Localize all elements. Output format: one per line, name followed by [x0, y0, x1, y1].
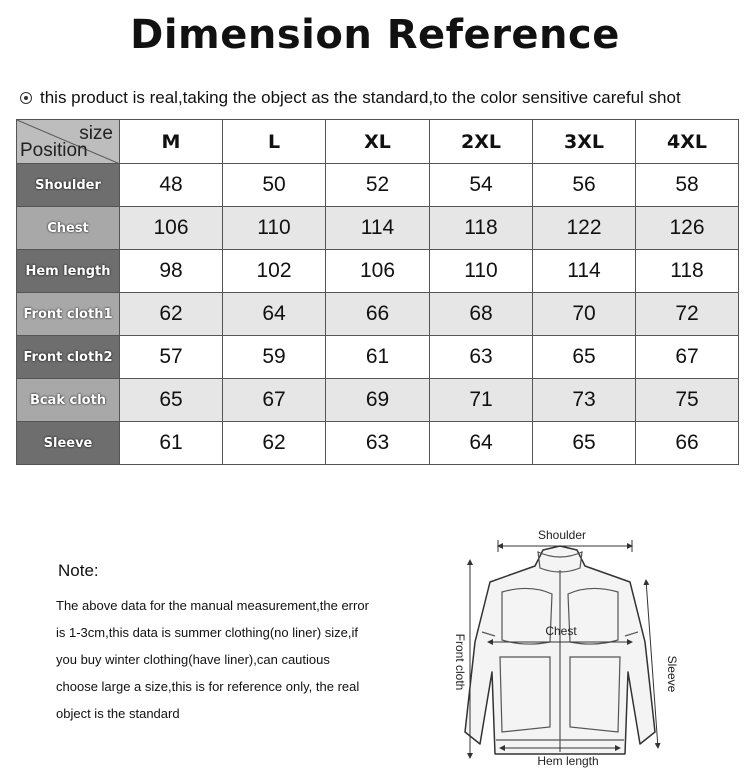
table-row [17, 250, 739, 293]
cell: 114 [533, 250, 636, 293]
cell: 98 [120, 250, 223, 293]
cell: 61 [120, 422, 223, 465]
cell: 56 [533, 164, 636, 207]
cell: 58 [636, 164, 739, 207]
col-header-l: L [223, 120, 326, 164]
subtitle-note [20, 88, 681, 108]
cell: 65 [533, 336, 636, 379]
cell: 69 [326, 379, 430, 422]
cell: 59 [223, 336, 326, 379]
note-body [56, 592, 396, 727]
chest-label: Chest [545, 624, 577, 638]
sleeve-label: Sleeve [665, 655, 679, 693]
cell: 64 [430, 422, 533, 465]
cell: 66 [636, 422, 739, 465]
table-row [17, 293, 739, 336]
cell: 61 [326, 336, 430, 379]
note-line: you buy winter clothing(have liner),can cautious [56, 652, 330, 667]
cell: 71 [430, 379, 533, 422]
cell: 122 [533, 207, 636, 250]
note-line: choose large a size,this is for reference only, the real [56, 679, 360, 694]
cell: 64 [223, 293, 326, 336]
size-table [16, 119, 739, 465]
cell: 65 [120, 379, 223, 422]
cell: 70 [533, 293, 636, 336]
cell: 72 [636, 293, 739, 336]
cell: 75 [636, 379, 739, 422]
front-cloth-label: Front cloth [453, 633, 467, 691]
corner-size-label: size [79, 123, 113, 144]
cell: 67 [223, 379, 326, 422]
table-row [17, 164, 739, 207]
page-title: Dimension Reference [130, 12, 620, 58]
hem-length-label: Hem length [537, 754, 599, 768]
row-label-front-cloth1: Front cloth1 [17, 293, 120, 336]
note-title: Note: [58, 561, 99, 580]
cell: 73 [533, 379, 636, 422]
cell: 106 [120, 207, 223, 250]
cell: 126 [636, 207, 739, 250]
col-header-2xl: 2XL [430, 120, 533, 164]
cell: 50 [223, 164, 326, 207]
col-header-m: M [120, 120, 223, 164]
row-label-back-cloth: Bcak cloth [17, 379, 120, 422]
cell: 54 [430, 164, 533, 207]
cell: 114 [326, 207, 430, 250]
note-line: object is the standard [56, 706, 180, 721]
row-label-front-cloth2: Front cloth2 [17, 336, 120, 379]
jacket-measurement-diagram [440, 522, 680, 772]
table-header-row [17, 120, 739, 164]
cell: 63 [326, 422, 430, 465]
bullet-icon [20, 92, 32, 104]
cell: 65 [533, 422, 636, 465]
row-label-sleeve: Sleeve [17, 422, 120, 465]
cell: 66 [326, 293, 430, 336]
cell: 62 [223, 422, 326, 465]
col-header-3xl: 3XL [533, 120, 636, 164]
shoulder-label: Shoulder [537, 528, 587, 542]
cell: 68 [430, 293, 533, 336]
col-header-xl: XL [326, 120, 430, 164]
cell: 62 [120, 293, 223, 336]
table-row [17, 422, 739, 465]
cell: 110 [430, 250, 533, 293]
row-label-shoulder: Shoulder [17, 164, 120, 207]
cell: 48 [120, 164, 223, 207]
cell: 102 [223, 250, 326, 293]
note-line: The above data for the manual measurement,the error [56, 598, 369, 613]
cell: 110 [223, 207, 326, 250]
cell: 52 [326, 164, 430, 207]
table-row [17, 207, 739, 250]
corner-cell [17, 120, 120, 164]
subtitle-text: this product is real,taking the object as the standard,to the color sensitive careful shot [40, 88, 681, 107]
cell: 118 [430, 207, 533, 250]
cell: 106 [326, 250, 430, 293]
row-label-chest: Chest [17, 207, 120, 250]
row-label-hem-length: Hem length [17, 250, 120, 293]
corner-position-label: Position [20, 140, 88, 161]
table-row [17, 336, 739, 379]
cell: 57 [120, 336, 223, 379]
cell: 63 [430, 336, 533, 379]
table-row [17, 379, 739, 422]
cell: 118 [636, 250, 739, 293]
note-line: is 1-3cm,this data is summer clothing(no liner) size,if [56, 625, 358, 640]
cell: 67 [636, 336, 739, 379]
col-header-4xl: 4XL [636, 120, 739, 164]
